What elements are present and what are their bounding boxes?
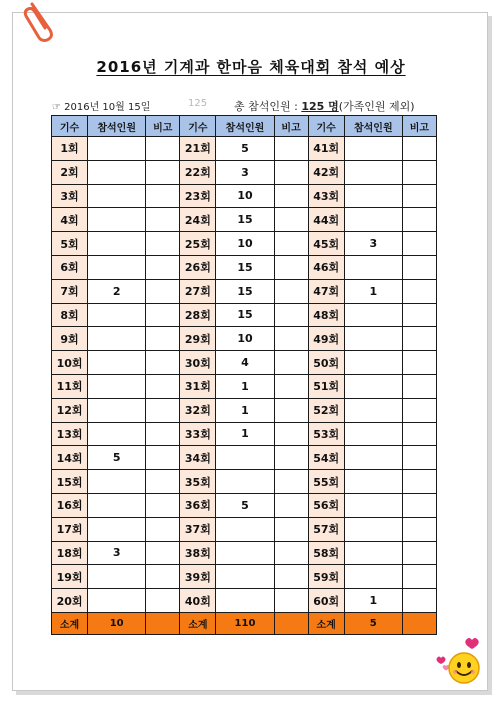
gisu-cell: 22회 [180,160,216,184]
note-cell [402,565,436,589]
table-row [52,541,437,565]
attendance-cell [216,565,274,589]
gisu-cell: 39회 [180,565,216,589]
total-label: 총 참석인원 : [234,100,298,113]
subtotal-value: 110 [216,613,274,635]
note-cell [146,160,180,184]
note-cell [146,541,180,565]
gisu-cell: 40회 [180,589,216,613]
gisu-cell: 56회 [308,493,344,517]
gisu-cell: 52회 [308,398,344,422]
note-cell [402,137,436,161]
note-cell [274,422,308,446]
column-header: 기수 [180,116,216,137]
gisu-cell: 43회 [308,184,344,208]
note-cell [274,493,308,517]
table-row [52,398,437,422]
note-cell [146,493,180,517]
note-cell [146,374,180,398]
attendance-cell: 1 [216,398,274,422]
attendance-cell: 5 [88,446,146,470]
attendance-cell [344,137,402,161]
column-header: 기수 [52,116,88,137]
note-cell [274,160,308,184]
table-row [52,255,437,279]
gisu-cell: 60회 [308,589,344,613]
gisu-cell: 2회 [52,160,88,184]
column-header: 참석인원 [216,116,274,137]
attendance-cell: 10 [216,327,274,351]
note-cell [274,565,308,589]
gisu-cell: 9회 [52,327,88,351]
gisu-cell: 50회 [308,351,344,375]
note-cell [402,279,436,303]
subtotal-note [146,613,180,635]
table-row [52,208,437,232]
attendance-cell [344,255,402,279]
note-cell [146,398,180,422]
gisu-cell: 17회 [52,517,88,541]
attendance-cell: 2 [88,279,146,303]
note-cell [402,470,436,494]
note-cell [274,232,308,256]
table-row [52,589,437,613]
table-header-row [52,116,437,137]
subtotal-label: 소계 [180,613,216,635]
note-cell [146,446,180,470]
note-cell [402,208,436,232]
attendance-cell [88,208,146,232]
subtotal-note [402,613,436,635]
gisu-cell: 34회 [180,446,216,470]
attendance-cell [88,422,146,446]
attendance-cell [88,374,146,398]
column-header: 비고 [146,116,180,137]
attendance-cell [88,493,146,517]
note-cell [274,374,308,398]
table-row [52,303,437,327]
gisu-cell: 15회 [52,470,88,494]
gisu-cell: 31회 [180,374,216,398]
note-cell [146,589,180,613]
attendance-cell: 3 [344,232,402,256]
note-cell [274,279,308,303]
attendance-cell [88,517,146,541]
gisu-cell: 1회 [52,137,88,161]
attendance-cell [344,470,402,494]
gisu-cell: 19회 [52,565,88,589]
gisu-cell: 10회 [52,351,88,375]
gisu-cell: 14회 [52,446,88,470]
column-header: 참석인원 [344,116,402,137]
subtotal-value: 10 [88,613,146,635]
gisu-cell: 41회 [308,137,344,161]
attendance-cell: 10 [216,184,274,208]
gisu-cell: 29회 [180,327,216,351]
gisu-cell: 26회 [180,255,216,279]
note-cell [274,541,308,565]
attendance-cell [88,255,146,279]
attendance-cell: 15 [216,303,274,327]
attendance-cell [216,446,274,470]
gisu-cell: 30회 [180,351,216,375]
attendance-cell: 10 [216,232,274,256]
note-cell [402,398,436,422]
attendance-cell [216,589,274,613]
attendance-cell: 1 [344,279,402,303]
gisu-cell: 37회 [180,517,216,541]
gisu-cell: 12회 [52,398,88,422]
gisu-cell: 32회 [180,398,216,422]
attendance-cell [344,422,402,446]
attendance-cell [216,517,274,541]
attendance-cell [88,184,146,208]
attendance-cell [344,160,402,184]
note-cell [146,232,180,256]
note-cell [402,493,436,517]
paperclip-icon [22,0,56,44]
gisu-cell: 47회 [308,279,344,303]
table-row [52,374,437,398]
gisu-cell: 33회 [180,422,216,446]
gisu-cell: 51회 [308,374,344,398]
column-header: 비고 [402,116,436,137]
gisu-cell: 28회 [180,303,216,327]
gisu-cell: 23회 [180,184,216,208]
attendance-cell: 4 [216,351,274,375]
gisu-cell: 27회 [180,279,216,303]
gisu-cell: 20회 [52,589,88,613]
note-cell [274,208,308,232]
total-value: 125 명 [301,100,339,113]
subtotal-label: 소계 [308,613,344,635]
table-row [52,565,437,589]
event-date: ☞ 2016년 10월 15일 [52,102,151,113]
gisu-cell: 36회 [180,493,216,517]
gisu-cell: 57회 [308,517,344,541]
note-cell [402,541,436,565]
attendance-cell [344,208,402,232]
attendance-cell [344,446,402,470]
attendance-cell [344,327,402,351]
heart-icon [465,638,479,649]
attendance-cell [344,303,402,327]
column-header: 참석인원 [88,116,146,137]
gisu-cell: 8회 [52,303,88,327]
gisu-cell: 24회 [180,208,216,232]
gisu-cell: 53회 [308,422,344,446]
gisu-cell: 16회 [52,493,88,517]
note-cell [402,255,436,279]
attendance-cell [88,565,146,589]
gisu-cell: 7회 [52,279,88,303]
note-cell [146,208,180,232]
gisu-cell: 25회 [180,232,216,256]
table-row [52,184,437,208]
attendance-cell [88,303,146,327]
attendance-cell [344,398,402,422]
gisu-cell: 42회 [308,160,344,184]
gisu-cell: 11회 [52,374,88,398]
note-cell [402,184,436,208]
table-row [52,446,437,470]
attendance-cell [88,137,146,161]
attendance-cell: 5 [216,493,274,517]
note-cell [402,589,436,613]
note-cell [402,446,436,470]
gisu-cell: 44회 [308,208,344,232]
attendance-cell [344,541,402,565]
attendance-cell: 3 [216,160,274,184]
subtotal-note [274,613,308,635]
subtotal-value: 5 [344,613,402,635]
attendance-cell [344,374,402,398]
attendance-cell [88,589,146,613]
note-cell [274,327,308,351]
smiley-icon [436,636,486,686]
table-row [52,160,437,184]
note-cell [274,184,308,208]
attendance-cell [88,398,146,422]
note-cell [146,184,180,208]
note-cell [402,160,436,184]
attendance-cell: 15 [216,279,274,303]
note-cell [146,470,180,494]
note-cell [402,422,436,446]
attendance-cell [216,470,274,494]
note-cell [402,303,436,327]
attendance-cell [88,470,146,494]
subtotal-row [52,613,437,635]
column-header: 비고 [274,116,308,137]
gisu-cell: 55회 [308,470,344,494]
gisu-cell: 3회 [52,184,88,208]
attendance-cell: 1 [216,374,274,398]
note-cell [146,279,180,303]
subtotal-label: 소계 [52,613,88,635]
attendance-cell [88,232,146,256]
note-cell [146,255,180,279]
note-cell [274,303,308,327]
note-cell [402,517,436,541]
table-row [52,137,437,161]
attendance-cell [216,541,274,565]
note-cell [274,255,308,279]
gisu-cell: 21회 [180,137,216,161]
attendance-cell: 3 [88,541,146,565]
note-cell [146,565,180,589]
attendance-cell [88,327,146,351]
gisu-cell: 49회 [308,327,344,351]
note-cell [146,422,180,446]
gisu-cell: 18회 [52,541,88,565]
attendance-cell: 15 [216,255,274,279]
note-cell [274,517,308,541]
gisu-cell: 58회 [308,541,344,565]
attendance-table [51,115,437,635]
total-note: (가족인원 제외) [338,100,415,113]
note-cell [274,470,308,494]
side-number: 125 [188,98,208,109]
note-cell [146,517,180,541]
note-cell [402,327,436,351]
table-row [52,470,437,494]
attendance-cell: 1 [344,589,402,613]
table-row [52,493,437,517]
gisu-cell: 6회 [52,255,88,279]
note-cell [274,398,308,422]
note-cell [274,446,308,470]
note-cell [274,137,308,161]
total-attendance [234,98,415,114]
note-cell [274,589,308,613]
table-row [52,327,437,351]
note-cell [146,351,180,375]
attendance-cell [344,184,402,208]
note-cell [402,374,436,398]
column-header: 기수 [308,116,344,137]
gisu-cell: 54회 [308,446,344,470]
note-cell [146,137,180,161]
gisu-cell: 13회 [52,422,88,446]
page-title: 2016년 기계과 한마음 체육대회 참석 예상 [96,58,406,76]
attendance-cell [344,565,402,589]
heart-icon [437,657,446,665]
note-cell [274,351,308,375]
note-cell [146,327,180,351]
table-row [52,422,437,446]
gisu-cell: 35회 [180,470,216,494]
gisu-cell: 38회 [180,541,216,565]
note-cell [146,303,180,327]
gisu-cell: 4회 [52,208,88,232]
attendance-cell: 15 [216,208,274,232]
table-row [52,232,437,256]
note-cell [402,351,436,375]
attendance-cell: 5 [216,137,274,161]
gisu-cell: 59회 [308,565,344,589]
gisu-cell: 5회 [52,232,88,256]
attendance-cell [88,160,146,184]
table-row [52,517,437,541]
gisu-cell: 48회 [308,303,344,327]
attendance-cell [88,351,146,375]
table-row [52,351,437,375]
gisu-cell: 45회 [308,232,344,256]
attendance-cell [344,493,402,517]
attendance-cell [344,517,402,541]
note-cell [402,232,436,256]
table-row [52,279,437,303]
gisu-cell: 46회 [308,255,344,279]
attendance-cell: 1 [216,422,274,446]
attendance-cell [344,351,402,375]
